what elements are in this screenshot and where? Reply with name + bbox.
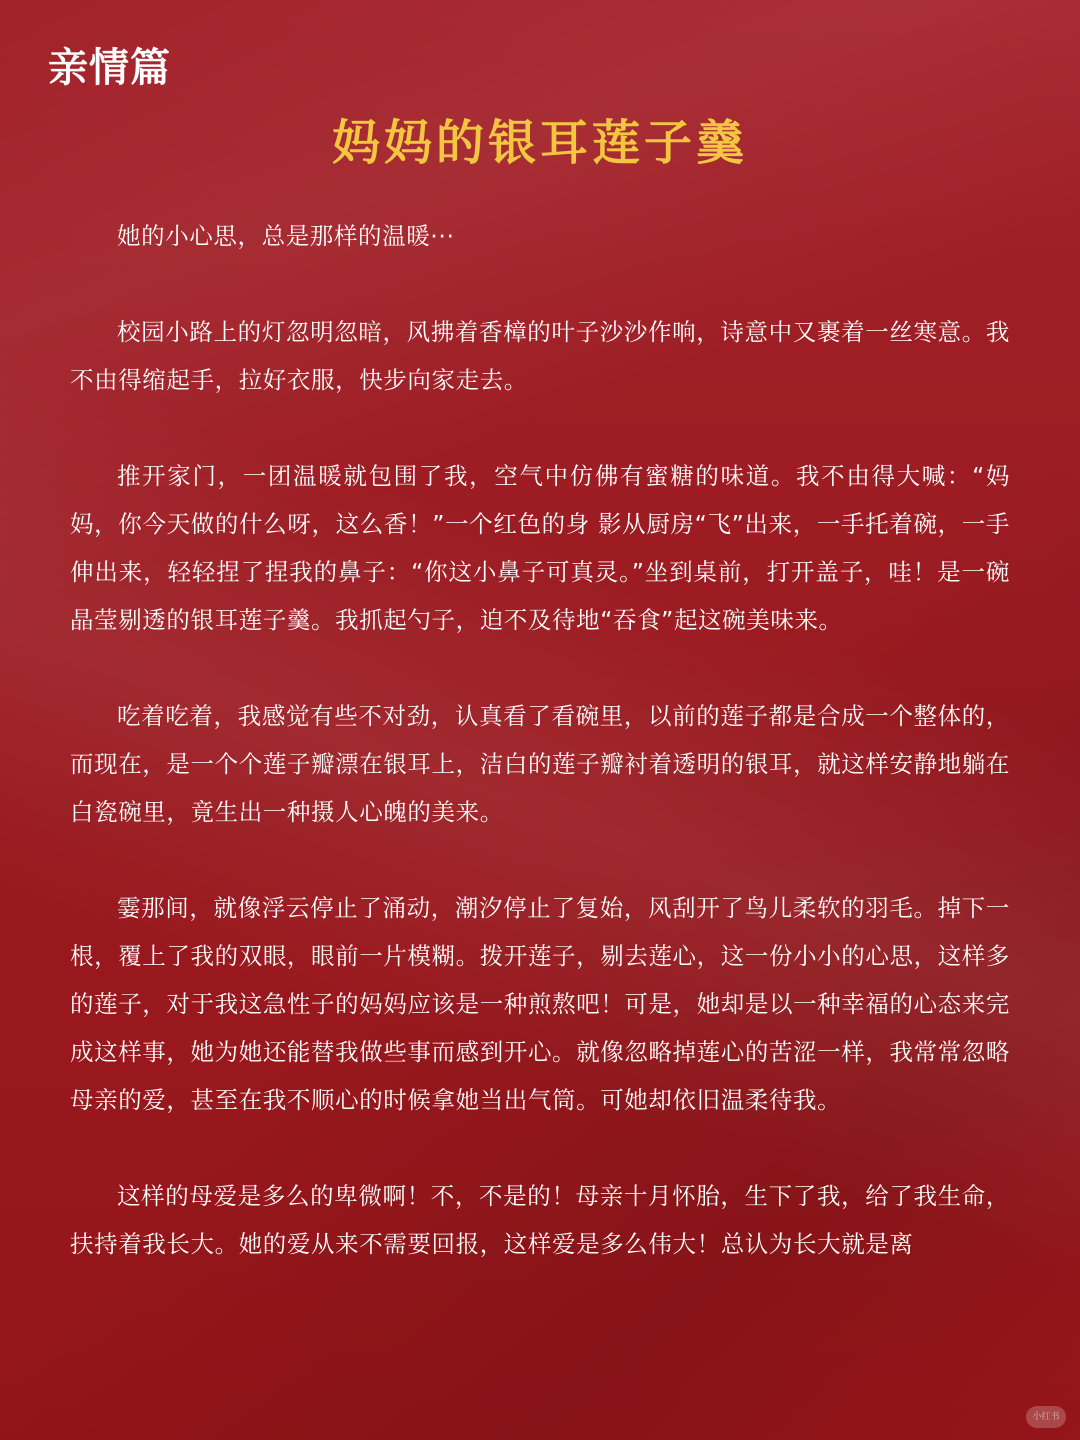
paragraph-2: 校园小路上的灯忽明忽暗，风拂着香樟的叶子沙沙作响，诗意中又裹着一丝寒意。我不由得缩起手，拉好衣服，快步向家走去。 <box>70 318 1010 394</box>
paragraph-1: 她的小心思，总是那样的温暖··· <box>117 222 455 250</box>
paragraph-6: 这样的母爱是多么的卑微啊！不，不是的！母亲十月怀胎，生下了我，给了我生命，扶持着我长大。她的爱从来不需要回报，这样爱是多么伟大！总认为长大就是离 <box>70 1182 1010 1258</box>
article-body <box>70 212 1010 1316</box>
category-label: 亲情篇 <box>48 45 171 91</box>
paragraph-5: 霎那间，就像浮云停止了涌动，潮汐停止了复始，风刮开了鸟儿柔软的羽毛。掉下一根，覆上了我的双眼，眼前一片模糊。拨开莲子，剔去莲心，这一份小小的心思，这样多的莲子，对于我这急性子的妈妈应该是一种煎熬吧！可是，她却是以一种幸福的心态来完成这样事，她为她还能替我做些事而感到开心。就像忽略掉莲心的苦涩一样，我常常忽略母亲的爱，甚至在我不顺心的时候拿她当出气筒。可她却依旧温柔待我。 <box>70 894 1010 1114</box>
paragraph-4: 吃着吃着，我感觉有些不对劲，认真看了看碗里，以前的莲子都是合成一个整体的，而现在，是一个个莲子瓣漂在银耳上，洁白的莲子瓣衬着透明的银耳，就这样安静地躺在白瓷碗里，竟生出一种摄人心魄的美来。 <box>70 702 1010 826</box>
article-title: 妈妈的银耳莲子羹 <box>331 115 748 171</box>
paragraph-3: 推开家门，一团温暖就包围了我，空气中仿佛有蜜糖的味道。我不由得大喊：“妈妈，你今天做的什么呀，这么香！”一个红色的身 影从厨房“飞”出来，一手托着碗，一手伸出来，轻轻捏了捏我的鼻子：“你这小鼻子可真灵。”坐到桌前，打开盖子，哇！是一碗晶莹剔透的银耳莲子羹。我抓起勺子，迫不及待地“吞食”起这碗美味来。 <box>70 462 1010 634</box>
watermark-logo: 小红书 <box>1026 1406 1066 1428</box>
